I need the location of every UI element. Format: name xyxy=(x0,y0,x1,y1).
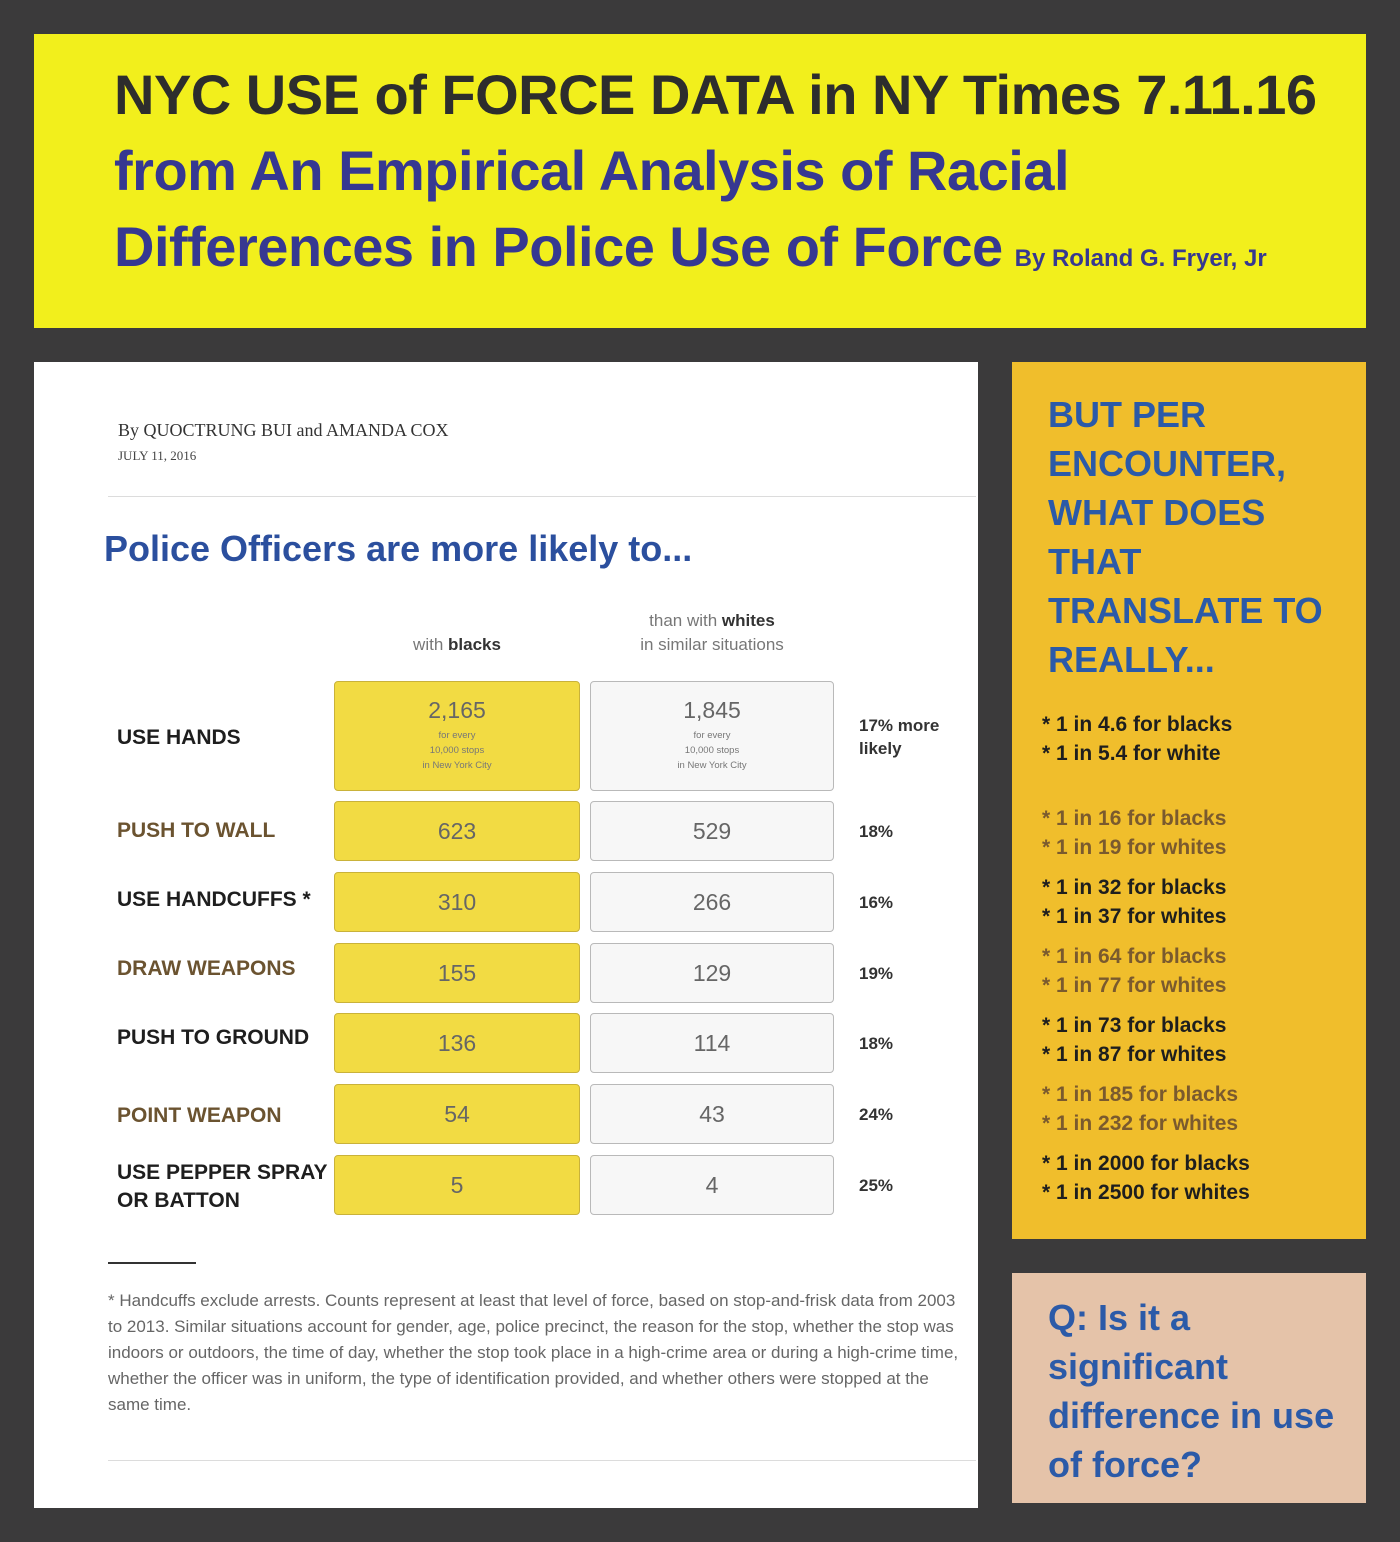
diff-point-weapon: 24% xyxy=(859,1105,894,1124)
row-label-use-handcuffs: USE HANDCUFFS * xyxy=(117,888,311,911)
chart-title: Police Officers are more likely to... xyxy=(104,528,693,569)
cell-whites-use-hands xyxy=(590,681,834,791)
ratio-whites-draw-weapons: * 1 in 77 for whites xyxy=(1042,974,1227,997)
row-label-draw-weapons: DRAW WEAPONS xyxy=(117,957,296,980)
divider-top xyxy=(108,496,976,497)
column-header-whites-prefix: than with xyxy=(649,611,722,630)
column-header-blacks xyxy=(334,633,580,657)
cell-blacks-point-weapon: 54 xyxy=(334,1084,580,1144)
divider-bottom xyxy=(108,1460,976,1461)
ratio-whites-pepper-spray: * 1 in 2500 for whites xyxy=(1042,1181,1250,1204)
cell-note-line2: 10,000 stops xyxy=(429,745,485,756)
value-whites-use-hands: 1,845 xyxy=(683,697,741,723)
cell-whites-push-to-wall: 529 xyxy=(590,801,834,861)
diff-use-hands-line1: 17% more xyxy=(859,716,940,735)
row-label-push-to-ground: PUSH TO GROUND xyxy=(117,1026,310,1049)
header-author: By Roland G. Fryer, Jr xyxy=(1014,245,1267,272)
row-label-point-weapon: POINT WEAPON xyxy=(117,1104,282,1127)
cell-whites-push-to-ground: 114 xyxy=(590,1013,834,1073)
cell-blacks-use-pepper-spray: 5 xyxy=(334,1155,580,1215)
cell-note-line1: for every xyxy=(438,730,476,741)
cell-note-line1: for every xyxy=(693,730,731,741)
footnote-rule xyxy=(108,1262,196,1264)
ratio-blacks-point-weapon: * 1 in 185 for blacks xyxy=(1042,1083,1239,1106)
column-header-whites-line1 xyxy=(590,609,834,633)
row-label-push-to-wall: PUSH TO WALL xyxy=(117,819,276,842)
cell-note-line2: 10,000 stops xyxy=(684,745,740,756)
column-header-blacks-bold: blacks xyxy=(448,635,501,654)
ratio-blacks-push-to-ground: * 1 in 73 for blacks xyxy=(1042,1014,1227,1037)
ratio-blacks-use-handcuffs: * 1 in 32 for blacks xyxy=(1042,876,1227,899)
diff-use-hands-line2: likely xyxy=(859,739,902,758)
cell-blacks-draw-weapons: 155 xyxy=(334,943,580,1003)
row-label-use-pepper-spray-line2: OR BATTON xyxy=(117,1189,240,1212)
ratio-whites-point-weapon: * 1 in 232 for whites xyxy=(1042,1112,1239,1135)
cell-whites-draw-weapons: 129 xyxy=(590,943,834,1003)
ratio-blacks-push-to-wall: * 1 in 16 for blacks xyxy=(1042,807,1227,830)
cell-whites-use-handcuffs: 266 xyxy=(590,872,834,932)
sidebar-per-encounter xyxy=(1012,362,1366,1239)
ratio-whites-push-to-ground: * 1 in 87 for whites xyxy=(1042,1043,1227,1066)
cell-blacks-push-to-ground: 136 xyxy=(334,1013,580,1073)
column-header-whites-sub: in similar situations xyxy=(640,635,784,654)
cell-blacks-push-to-wall: 623 xyxy=(334,801,580,861)
cell-blacks-use-handcuffs: 310 xyxy=(334,872,580,932)
row-label-use-pepper-spray-line1: USE PEPPER SPRAY xyxy=(117,1161,328,1184)
sidebar-title: BUT PER ENCOUNTER, WHAT DOES THAT TRANSLATE TO REALLY... xyxy=(1048,394,1323,680)
article-byline: By QUOCTRUNG BUI and AMANDA COX xyxy=(118,420,449,440)
row-label-use-pepper-spray xyxy=(117,1159,327,1215)
header-title-line3-text: Differences in Police Use of Force xyxy=(114,215,1003,278)
column-header-blacks-prefix: with xyxy=(413,635,449,654)
article-date: JULY 11, 2016 xyxy=(118,448,197,463)
diff-use-hands xyxy=(859,714,939,760)
ratio-whites-push-to-wall: * 1 in 19 for whites xyxy=(1042,836,1227,859)
value-blacks-use-hands: 2,165 xyxy=(428,697,486,723)
diff-push-to-wall: 18% xyxy=(859,822,894,841)
footnote: * Handcuffs exclude arrests. Counts represent at least that level of force, based on stop-and-frisk data from 2003 to 2013. Similar situations account for gender, age, police precinct, the reason for the stop, whether the stop was indoors or outdoors, the time of day, whether the stop took place in a high-crime area or during a high-crime time, whether the officer was in uniform, the type of identification provided, and whether others were stopped at the same time. xyxy=(108,1291,959,1414)
ratio-blacks-draw-weapons: * 1 in 64 for blacks xyxy=(1042,945,1227,968)
diff-use-handcuffs: 16% xyxy=(859,893,894,912)
cell-whites-use-pepper-spray: 4 xyxy=(590,1155,834,1215)
header-title-line2: from An Empirical Analysis of Racial xyxy=(114,139,1070,202)
column-header-whites-bold: whites xyxy=(721,611,775,630)
cell-note-line3: in New York City xyxy=(422,760,492,771)
ratio-whites-use-hands: * 1 in 5.4 for white xyxy=(1042,742,1221,765)
cell-blacks-use-hands xyxy=(334,681,580,791)
ratio-whites-use-handcuffs: * 1 in 37 for whites xyxy=(1042,905,1227,928)
diff-use-pepper-spray: 25% xyxy=(859,1176,894,1195)
header-banner xyxy=(34,34,1366,328)
header-title-line1: NYC USE of FORCE DATA in NY Times 7.11.16 xyxy=(114,63,1317,126)
column-header-whites xyxy=(590,609,834,657)
cell-whites-point-weapon: 43 xyxy=(590,1084,834,1144)
diff-push-to-ground: 18% xyxy=(859,1034,894,1053)
row-label-use-hands: USE HANDS xyxy=(117,726,241,749)
question-box xyxy=(1012,1273,1366,1503)
header-title-line3 xyxy=(114,214,1267,279)
cell-note-line3: in New York City xyxy=(677,760,747,771)
ratio-blacks-use-hands: * 1 in 4.6 for blacks xyxy=(1042,713,1233,736)
article-panel xyxy=(34,362,978,1508)
ratio-blacks-pepper-spray: * 1 in 2000 for blacks xyxy=(1042,1152,1250,1175)
diff-draw-weapons: 19% xyxy=(859,964,894,983)
question-text: Q: Is it a significant difference in use of force? xyxy=(1048,1297,1335,1485)
